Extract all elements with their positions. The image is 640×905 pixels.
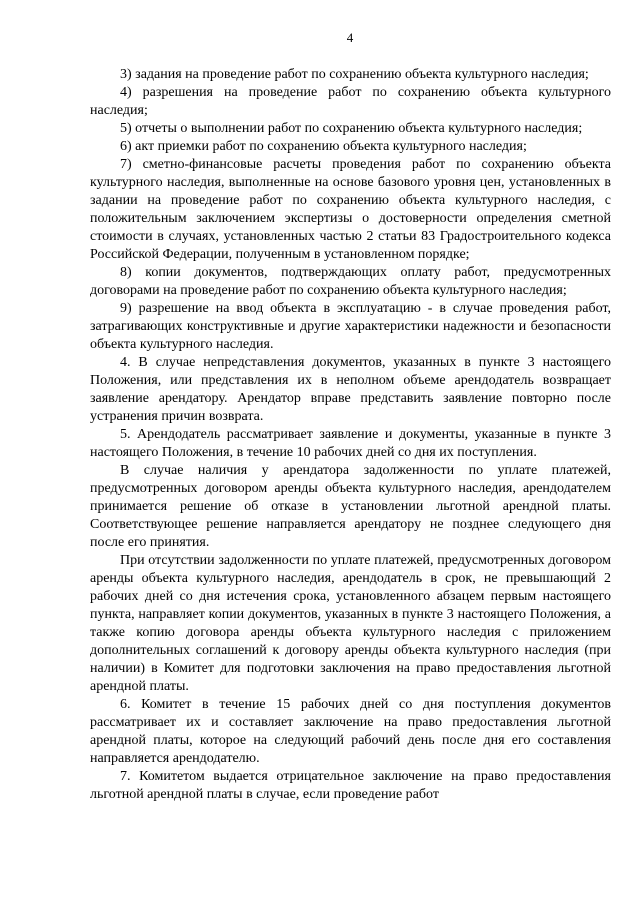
clause-5-debt-case: В случае наличия у арендатора задолженности по уплате платежей, предусмотренных договором аренды объекта культурного наследия, арендодателем принимается решение об отказе в установлении льготной арендной платы. Соответствующее решение направляется арендатору не позднее следующего дня после его принятия. bbox=[90, 463, 611, 550]
page-number: 4 bbox=[346, 30, 354, 45]
clause-4: 4. В случае непредставления документов, указанных в пункте 3 настоящего Положения, или представления их в неполном объеме арендодатель возвращает заявление арендатору. Арендатор вправе представить заявление повторно после устранения причин возврата. bbox=[90, 355, 611, 424]
list-item-8-payment-copies: 8) копии документов, подтверждающих оплату работ, предусмотренных договорами на проведение работ по сохранению объекта культурного наследия; bbox=[90, 265, 611, 298]
list-item-4-permits: 4) разрешения на проведение работ по сохранению объекта культурного наследия; bbox=[90, 85, 611, 118]
clause-5-no-debt-case: При отсутствии задолженности по уплате платежей, предусмотренных договором аренды объекта культурного наследия, арендодатель в срок, не превышающий 2 рабочих дней со дня истечения срока, установленного абзацем первым настоящего пункта, направляет копии документов, указанных в пункте 3 настоящего Положения, а также копию договора аренды объекта культурного наследия с приложением дополнительных соглашений к договору аренды объекта культурного наследия (при наличии) в Комитет для подготовки заключения на право предоставления льготной арендной платы. bbox=[90, 553, 611, 694]
list-item-7-estimates: 7) сметно-финансовые расчеты проведения работ по сохранению объекта культурного наследия, выполненные на основе базового уровня цен, установленных в задании на проведение работ по сохранению объекта культурного наследия, с положительным заключением экспертизы о достоверности определения сметной стоимости в случаях, установленных частью 2 статьи 83 Градостроительного кодекса Российской Федерации, полученным в установленном порядке; bbox=[90, 157, 611, 262]
clause-5: 5. Арендодатель рассматривает заявление и документы, указанные в пункте 3 настоящего Положения, в течение 10 рабочих дней со дня их поступления. bbox=[90, 427, 611, 460]
clause-7: 7. Комитетом выдается отрицательное заключение на право предоставления льготной арендной платы в случае, если проведение работ bbox=[90, 769, 611, 802]
document-body bbox=[90, 66, 611, 804]
list-item-5-reports: 5) отчеты о выполнении работ по сохранению объекта культурного наследия; bbox=[120, 121, 583, 136]
list-item-3-tasks: 3) задания на проведение работ по сохранению объекта культурного наследия; bbox=[120, 67, 589, 82]
list-item-6-acceptance-act: 6) акт приемки работ по сохранению объекта культурного наследия; bbox=[120, 139, 527, 154]
clause-6: 6. Комитет в течение 15 рабочих дней со дня поступления документов рассматривает их и составляет заключение на право предоставления льготной арендной платы, которое на следующий рабочий день после дня его составления направляется арендодателю. bbox=[90, 697, 611, 766]
list-item-9-commissioning-permit: 9) разрешение на ввод объекта в эксплуатацию - в случае проведения работ, затрагивающих конструктивные и другие характеристики надежности и безопасности объекта культурного наследия. bbox=[90, 301, 611, 352]
